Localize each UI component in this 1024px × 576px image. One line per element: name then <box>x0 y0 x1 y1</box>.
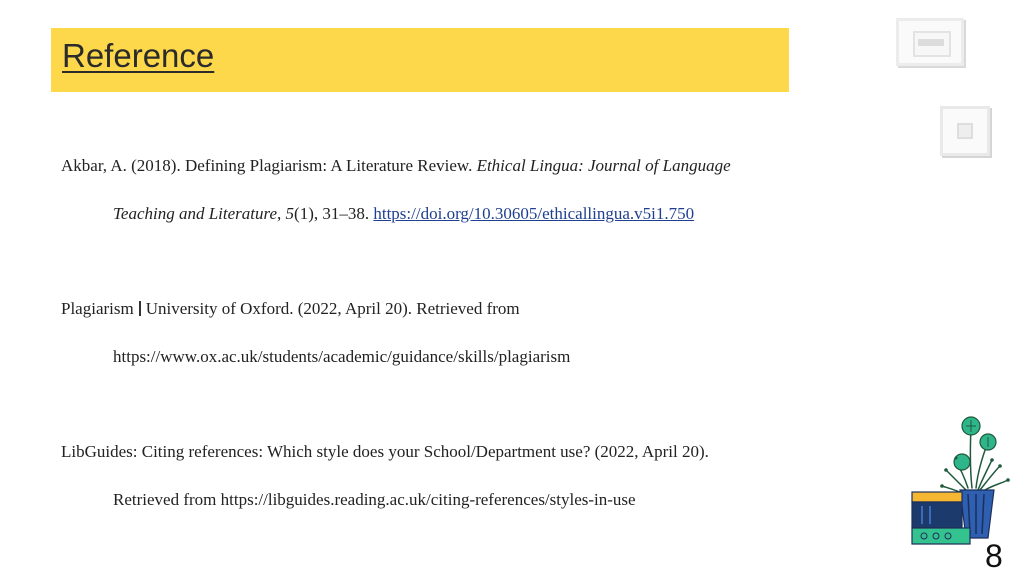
page-number: 8 <box>985 538 1003 574</box>
reference-line: LibGuides: Citing references: Which style does your School/Department use? (2022, April 20). <box>61 442 709 461</box>
reference-line: Retrieved from https://libguides.reading.ac.uk/citing-references/styles-in-use <box>113 490 636 509</box>
reference-text: Plagiarism <box>61 299 134 318</box>
page-title: Reference <box>62 37 215 74</box>
journal-volume: 5 <box>285 204 295 223</box>
title-banner <box>51 28 789 92</box>
small-frame-icon <box>940 106 990 156</box>
reference-text: Akbar, A. (2018). Defining Plagiarism: A Literature Review. <box>61 156 477 175</box>
reference-url: https://www.ox.ac.uk/students/academic/guidance/skills/plagiarism <box>113 347 571 366</box>
picture-frame-icon <box>896 18 964 66</box>
reference-line <box>61 156 731 176</box>
journal-name: Ethical Lingua: Journal of Language <box>476 156 731 175</box>
reference-line <box>113 204 694 224</box>
reference-text: (1), 31–38. <box>294 204 374 223</box>
potted-plant-books-icon <box>908 410 1018 550</box>
separator-bar <box>139 301 141 316</box>
reference-line <box>61 299 520 319</box>
doi-link[interactable]: https://doi.org/10.30605/ethicallingua.v5i1.750 <box>373 204 695 223</box>
journal-name: Teaching and Literature <box>113 204 278 223</box>
reference-text: University of Oxford. (2022, April 20). Retrieved from <box>145 299 520 318</box>
reference-text: , <box>277 204 286 223</box>
